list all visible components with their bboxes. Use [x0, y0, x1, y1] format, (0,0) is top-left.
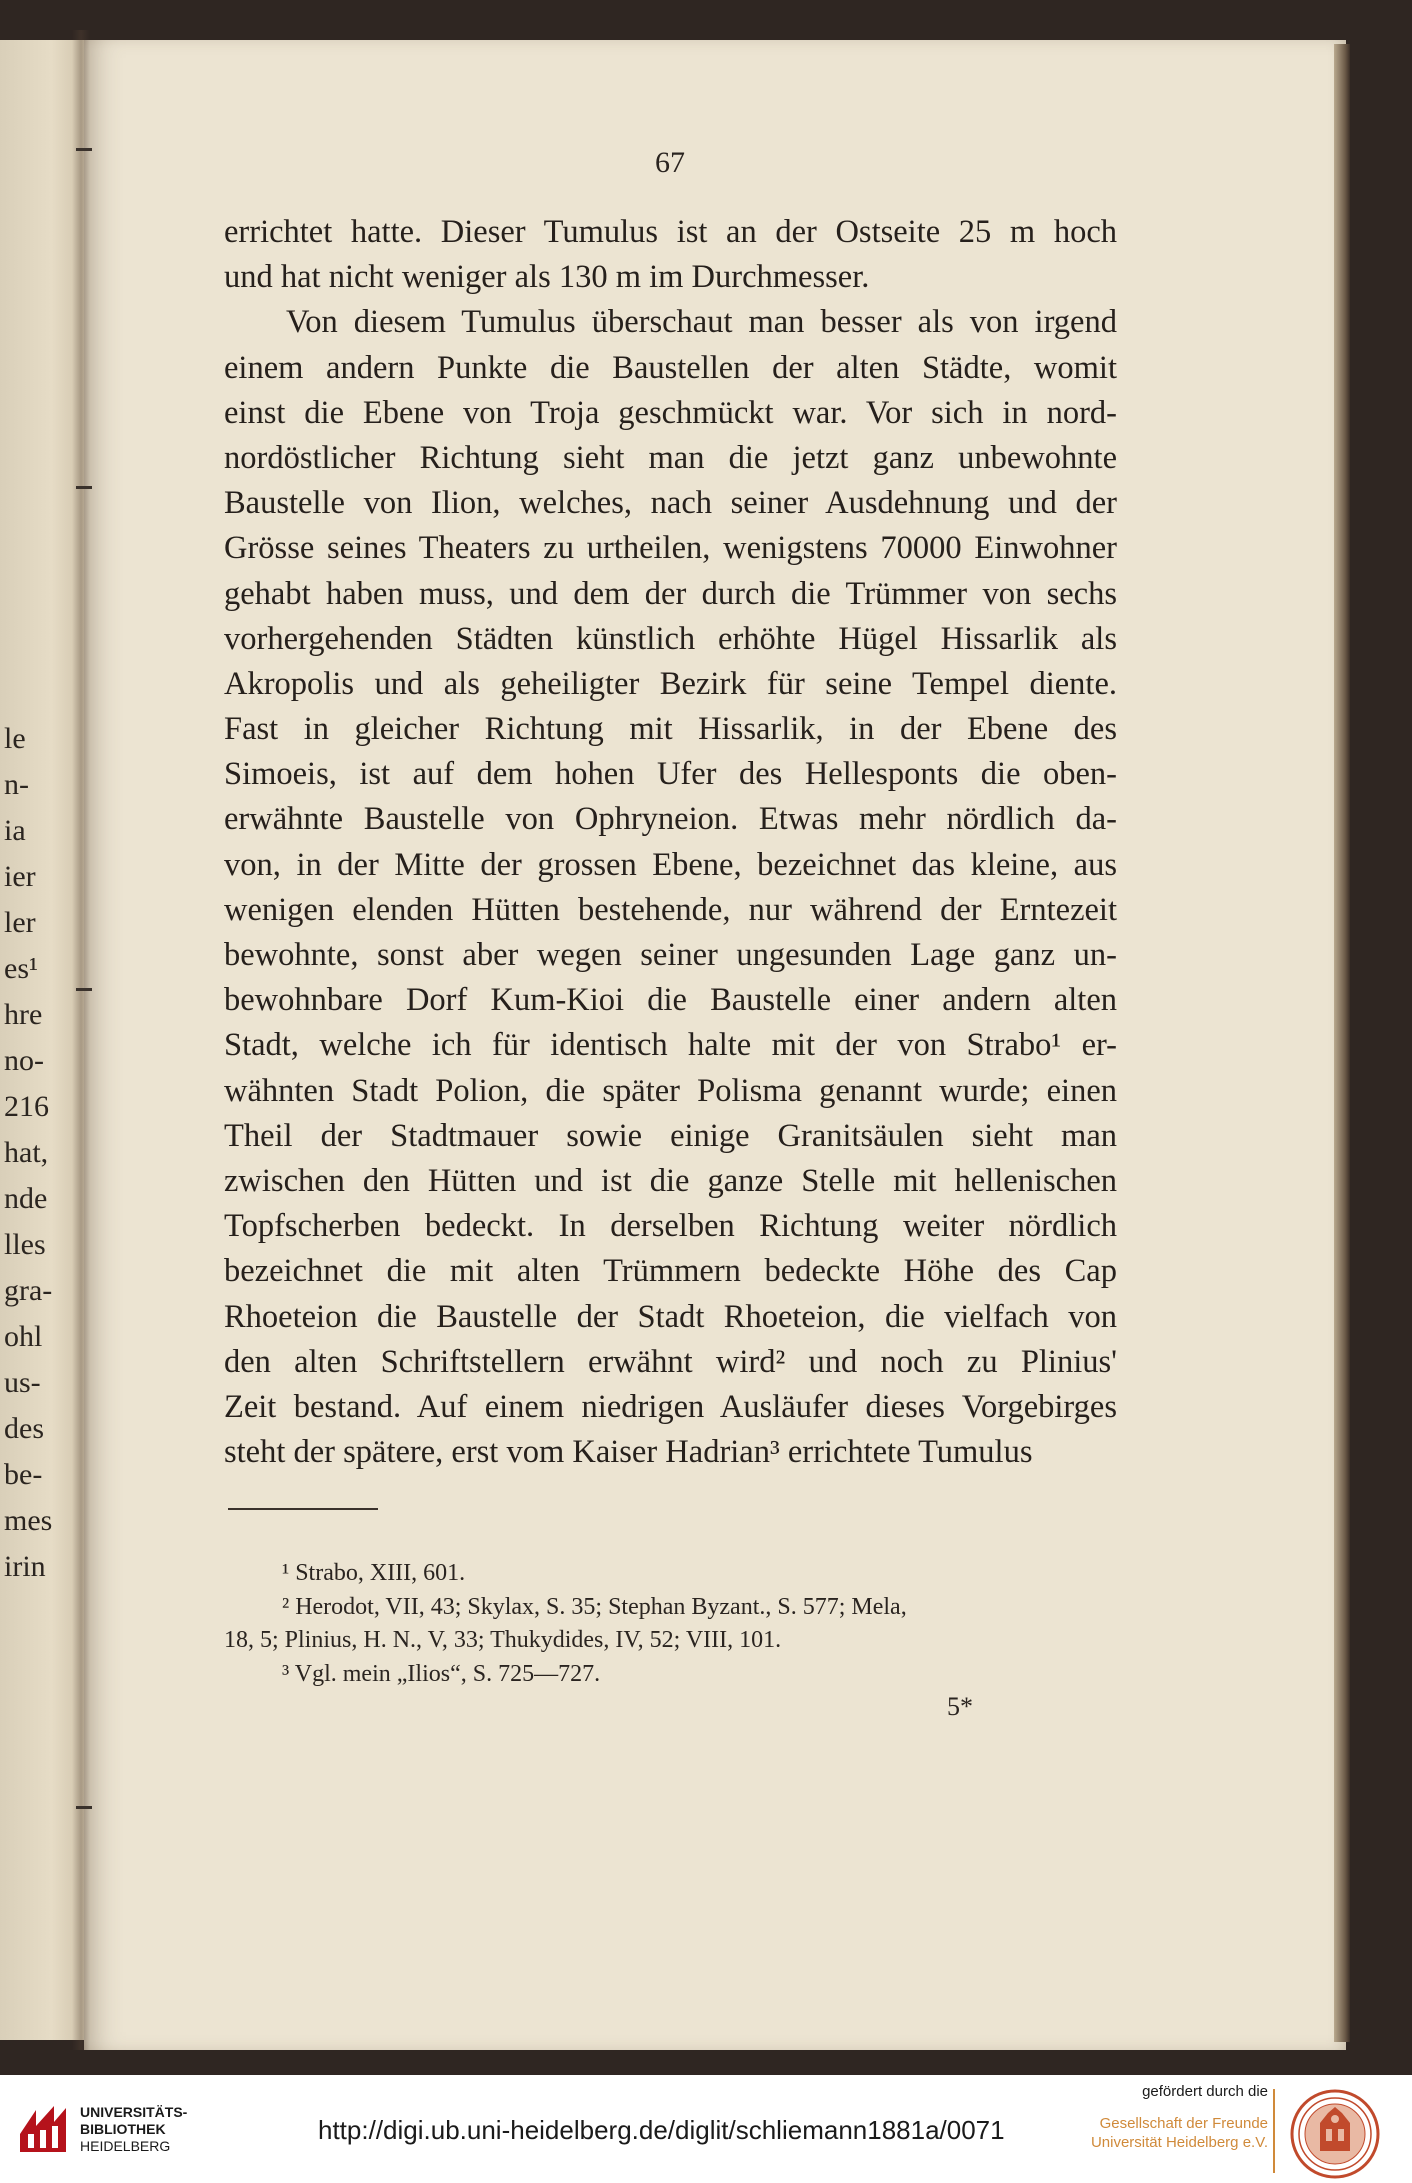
margin-fragment: le — [4, 722, 26, 755]
margin-fragment: ier — [4, 860, 36, 893]
margin-fragment: ler — [4, 906, 36, 939]
body-text-line: Von diesem Tumulus überschaut man besser als von irgend — [286, 304, 1117, 341]
sponsor-name-line: Universität Heidelberg e.V. — [1090, 2134, 1268, 2151]
permalink-url[interactable]: http://digi.ub.uni-heidelberg.de/diglit/schliemann1881a/0071 — [318, 2115, 1005, 2145]
margin-fragment: us- — [4, 1366, 41, 1399]
body-text-line: von, in der Mitte der grossen Ebene, bezeichnet das kleine, aus — [224, 846, 1117, 883]
body-text-line: Fast in gleicher Richtung mit Hissarlik, in der Ebene des — [224, 711, 1117, 748]
body-text-line: Topfscherben bedeckt. In derselben Richtung weiter nördlich — [224, 1208, 1117, 1245]
body-text-line: Rhoeteion die Baustelle der Stadt Rhoeteion, die vielfach von — [224, 1298, 1117, 1335]
body-text-line: bewohnbare Dorf Kum-Kioi die Baustelle einer andern alten — [224, 982, 1117, 1019]
margin-fragment: ia — [4, 814, 26, 847]
margin-fragment: nde — [4, 1182, 48, 1215]
footnote: ¹ Strabo, XIII, 601. — [282, 1560, 466, 1586]
body-text-line: bezeichnet die mit alten Trümmern bedeckte Höhe des Cap — [224, 1253, 1117, 1290]
body-text-line: gehabt haben muss, und dem der durch die Trümmer von sechs — [224, 575, 1117, 612]
body-text-line: Grösse seines Theaters zu urtheilen, wenigstens 70000 Einwohner — [224, 530, 1117, 567]
signature-mark: 5* — [947, 1692, 973, 1721]
book-gutter — [72, 30, 90, 2050]
margin-fragment: no- — [4, 1044, 44, 1077]
body-text-line: Theil der Stadtmauer sowie einige Granitsäulen sieht man — [224, 1117, 1117, 1154]
margin-fragment: es¹ — [4, 952, 38, 985]
sponsor-intro: gefördert durch die — [1142, 2083, 1268, 2100]
binding-mark — [76, 1806, 92, 1809]
body-text-line: nordöstlicher Richtung sieht man die jetzt ganz unbewohnte — [224, 439, 1117, 476]
body-text-line: errichtet hatte. Dieser Tumulus ist an der Ostseite 25 m hoch — [224, 214, 1117, 250]
margin-fragment: 216 — [4, 1090, 49, 1123]
body-text-line: wähnten Stadt Polion, die später Polisma genannt wurde; einen — [224, 1072, 1117, 1109]
margin-fragment: hat, — [4, 1136, 49, 1169]
body-text-line: steht der spätere, erst vom Kaiser Hadrian³ errichtete Tumulus — [224, 1434, 1033, 1471]
body-text-line: einst die Ebene von Troja geschmückt war. Vor sich in nord- — [224, 394, 1117, 431]
body-text-line: Zeit bestand. Auf einem niedrigen Ausläufer dieses Vorgebirges — [224, 1388, 1117, 1425]
library-name-line: UNIVERSITÄTS- — [80, 2104, 188, 2120]
library-name-line: BIBLIOTHEK — [80, 2121, 166, 2137]
margin-fragment: des — [4, 1412, 44, 1445]
footnote: 18, 5; Plinius, H. N., V, 33; Thukydides, IV, 52; VIII, 101. — [224, 1627, 782, 1654]
university-library-logo-icon[interactable] — [14, 2100, 72, 2158]
body-text-line: einem andern Punkte die Baustellen der alten Städte, womit — [224, 349, 1117, 386]
margin-fragment: ohl — [4, 1320, 43, 1353]
body-text-line: und hat nicht weniger als 130 m im Durchmesser. — [224, 259, 870, 296]
sponsor-name-line: Gesellschaft der Freunde — [1099, 2115, 1268, 2132]
margin-fragment: mes — [4, 1504, 53, 1537]
footnote-rule — [228, 1508, 378, 1510]
margin-fragment: hre — [4, 998, 43, 1031]
body-text-line: Akropolis und als geheiligter Bezirk für seine Tempel diente. — [224, 665, 1117, 702]
margin-fragment: be- — [4, 1458, 43, 1491]
page-block-edge — [1334, 44, 1350, 2042]
footnotes — [224, 1557, 1119, 1691]
footnote: ² Herodot, VII, 43; Skylax, S. 35; Stephan Byzant., S. 577; Mela, — [282, 1593, 907, 1620]
body-text — [224, 210, 1117, 1475]
margin-fragment: n- — [4, 768, 29, 801]
library-name-line: HEIDELBERG — [80, 2138, 171, 2154]
margin-fragment: lles — [4, 1228, 46, 1261]
sponsor-divider — [1273, 2089, 1275, 2173]
university-seal-icon[interactable] — [1290, 2089, 1380, 2179]
library-name — [80, 2104, 187, 2155]
sponsor-credit — [1088, 2083, 1268, 2152]
footer-bar — [0, 2075, 1412, 2183]
body-text-line: zwischen den Hütten und ist die ganze Stelle mit hellenischen — [224, 1162, 1117, 1199]
margin-fragment: gra- — [4, 1274, 53, 1307]
binding-mark — [76, 486, 92, 489]
body-text-line: bewohnte, sonst aber wegen seiner ungesunden Lage ganz un- — [224, 937, 1117, 973]
binding-mark — [76, 148, 92, 151]
body-text-line: Baustelle von Ilion, welches, nach seiner Ausdehnung und der — [224, 485, 1117, 522]
margin-fragment: irin — [4, 1550, 46, 1583]
body-text-line: Stadt, welche ich für identisch halte mit der von Strabo¹ er- — [224, 1027, 1117, 1064]
body-text-line: wenigen elenden Hütten bestehende, nur während der Erntezeit — [224, 891, 1117, 928]
binding-mark — [76, 988, 92, 991]
body-text-line: den alten Schriftstellern erwähnt wird² und noch zu Plinius' — [224, 1343, 1117, 1380]
body-text-line: vorhergehenden Städten künstlich erhöhte Hügel Hissarlik als — [224, 620, 1117, 657]
body-text-line: erwähnte Baustelle von Ophryneion. Etwas mehr nördlich da- — [224, 801, 1117, 838]
body-text-line: Simoeis, ist auf dem hohen Ufer des Hellesponts die oben- — [224, 756, 1117, 793]
page-number: 67 — [655, 146, 685, 179]
footnote: ³ Vgl. mein „Ilios“, S. 725—727. — [282, 1660, 601, 1687]
